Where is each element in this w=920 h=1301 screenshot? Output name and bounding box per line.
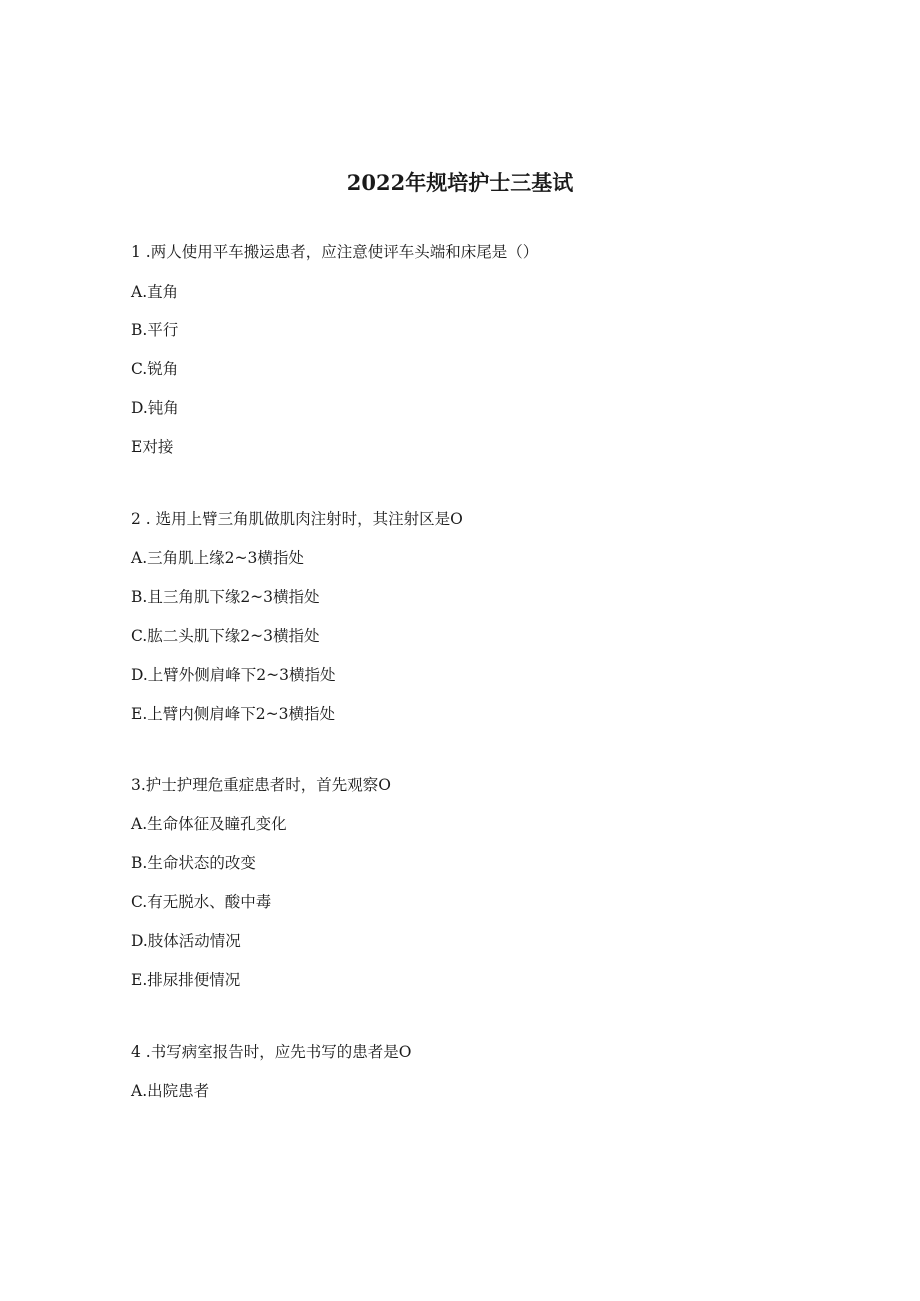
option-a: A.生命体征及瞳孔变化 — [131, 815, 287, 833]
option-a: A.直角 — [131, 283, 179, 301]
option-d: D.钝角 — [131, 399, 179, 417]
option-e: E对接 — [131, 438, 174, 456]
option-b: B.生命状态的改变 — [131, 854, 256, 872]
option-e: E.排尿排便情况 — [131, 971, 241, 989]
document-title: 2022年规培护士三基试 — [346, 170, 574, 195]
option-c: C.有无脱水、酸中毒 — [131, 893, 272, 911]
option-d: D.肢体活动情况 — [131, 932, 241, 950]
option-d: D.上臂外侧肩峰下2~3横指处 — [131, 666, 336, 684]
question-stem: 1 .两人使用平车搬运患者，应注意使评车头端和床尾是（） — [131, 243, 539, 261]
question-stem: 4 .书写病室报告时，应先书写的患者是O — [131, 1043, 412, 1061]
option-b: B.平行 — [131, 321, 179, 339]
option-a: A.出院患者 — [131, 1082, 210, 1100]
option-c: C.肱二头肌下缘2~3横指处 — [131, 627, 320, 645]
question-stem: 3.护士护理危重症患者时，首先观察O — [131, 776, 391, 794]
option-e: E.上臂内侧肩峰下2~3横指处 — [131, 705, 335, 723]
option-c: C.锐角 — [131, 360, 179, 378]
option-b: B.且三角肌下缘2~3横指处 — [131, 588, 320, 606]
question-stem: 2 . 选用上臂三角肌做肌肉注射时，其注射区是O — [131, 510, 463, 528]
option-a: A.三角肌上缘2~3横指处 — [131, 549, 304, 567]
